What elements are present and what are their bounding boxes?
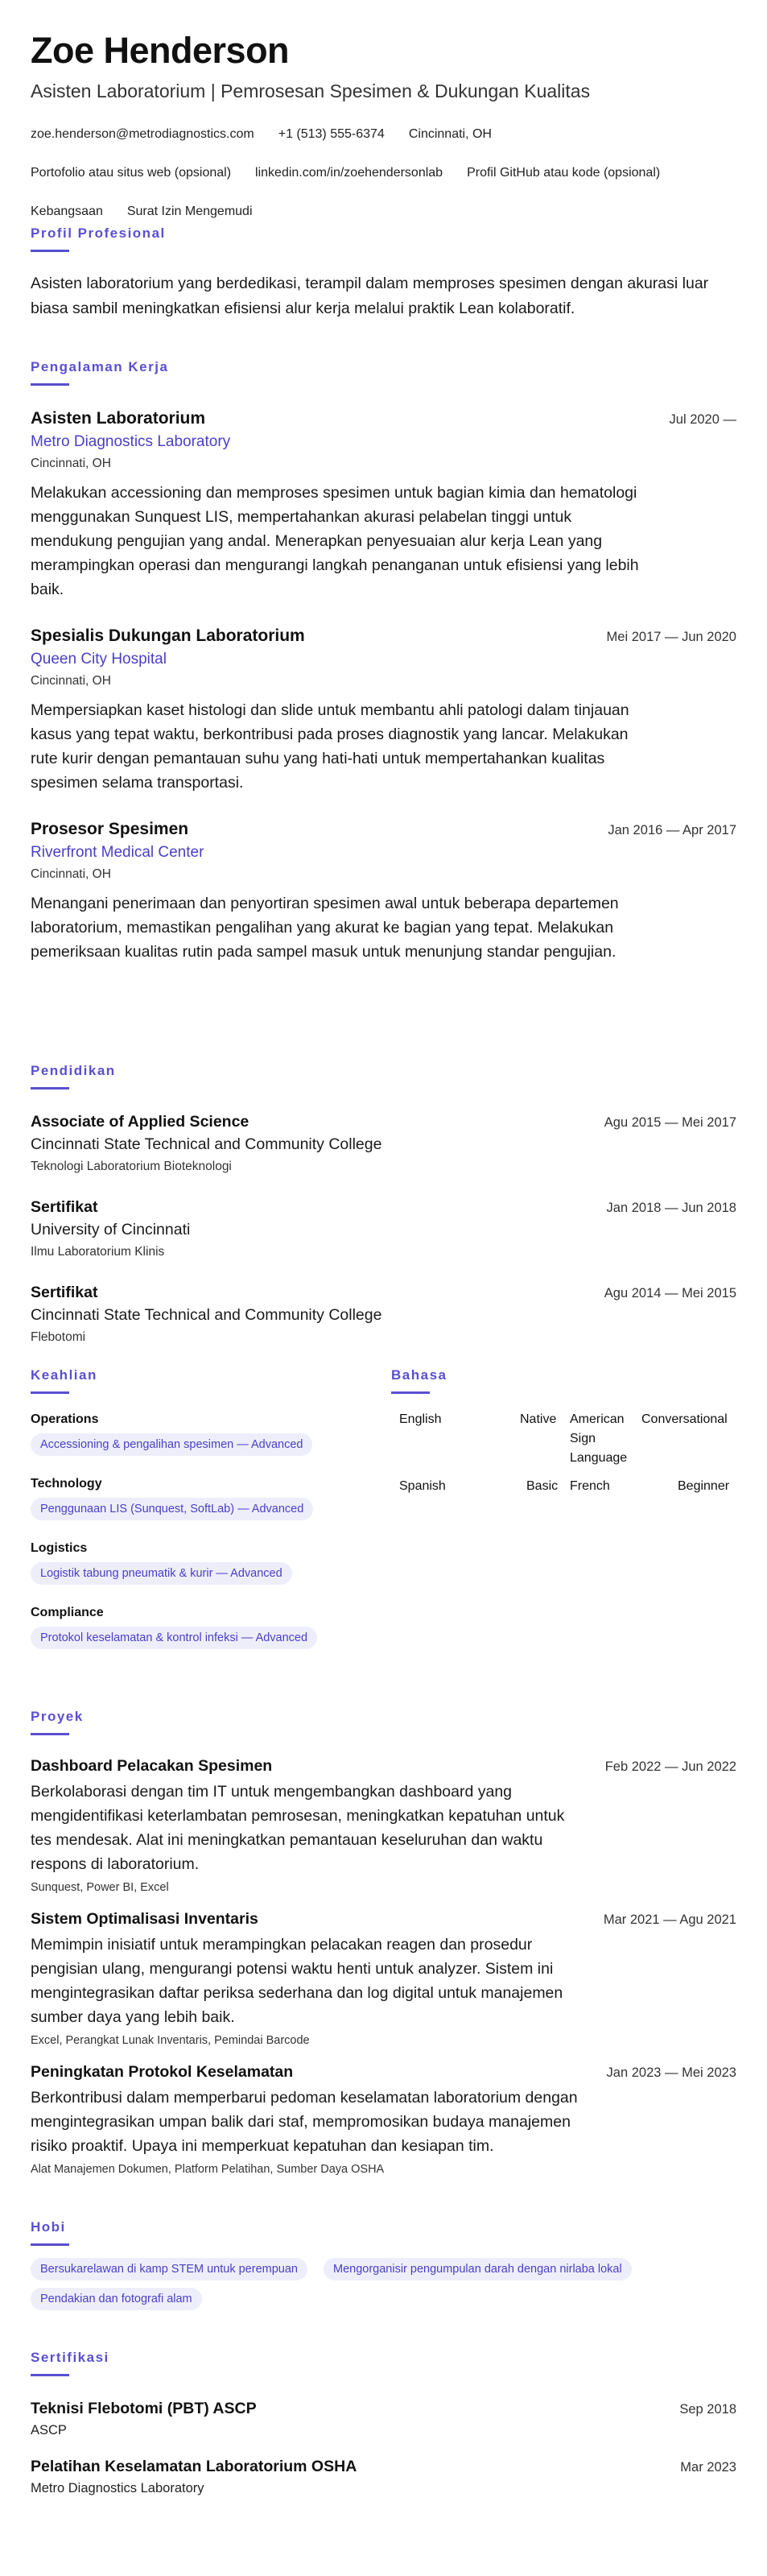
- hobby-pill: Mengorganisir pengumpulan darah dengan nirlaba lokal: [324, 2258, 632, 2280]
- skill-category: Technology: [31, 1477, 102, 1491]
- job-dates: Jul 2020 —: [669, 412, 736, 427]
- certification-name: Teknisi Flebotomi (PBT) ASCP: [31, 2400, 257, 2417]
- education-dates: Agu 2015 — Mei 2017: [604, 1115, 736, 1130]
- job-title: Spesialis Dukungan Laboratorium: [31, 626, 305, 645]
- education-item: [31, 1198, 736, 1259]
- skill-pill: Penggunaan LIS (Sunquest, SoftLab) — Advanced: [31, 1498, 313, 1520]
- job-location: Cincinnati, OH: [31, 457, 111, 470]
- section-title: Proyek: [31, 1709, 84, 1724]
- education-item: [31, 1113, 736, 1174]
- section-rule: [31, 1733, 69, 1735]
- experience-section: [31, 359, 736, 961]
- job-dates: Jan 2016 — Apr 2017: [608, 823, 736, 837]
- job-title: Asisten Laboratorium: [31, 409, 206, 428]
- hobby-pill: Pendakian dan fotografi alam: [31, 2288, 202, 2310]
- school-name: University of Cincinnati: [31, 1221, 191, 1238]
- contact-phone[interactable]: +1 (513) 555-6374: [278, 126, 385, 141]
- certification-issuer: Metro Diagnostics Laboratory: [31, 2481, 204, 2495]
- contact-github[interactable]: Profil GitHub atau kode (opsional): [467, 165, 661, 180]
- project-item: [31, 1757, 736, 1894]
- skill-group: [31, 1541, 385, 1585]
- school-name: Cincinnati State Technical and Community College: [31, 1135, 382, 1153]
- section-title: Bahasa: [391, 1367, 447, 1383]
- job-description: Menangani penerimaan dan penyortiran spesimen awal untuk beberapa departemen laboratorium, memastikan pengalihan yang akurat ke bagian yang tepat. Melakukan pemeriksaan kualitas rutin pada sampel masuk untuk menunjung standar pengujian.: [31, 895, 619, 961]
- section-rule: [31, 2374, 69, 2376]
- job-company: Riverfront Medical Center: [31, 844, 204, 861]
- language-level: Beginner: [678, 1479, 730, 1493]
- job-description: Mempersiapkan kaset histologi dan slide untuk membantu ahli patologi dalam tinjauan kasus yang tepat waktu, berkontribusi pada proses diagnostik yang lancar. Melakukan rute kurir dengan pemantauan suhu yang hati-hati untuk mempertahankan kualitas spesimen selama transportasi.: [31, 701, 629, 792]
- contact-linkedin[interactable]: linkedin.com/in/zoehendersonlab: [255, 165, 443, 180]
- education-item: [31, 1284, 736, 1345]
- project-name: Sistem Optimalisasi Inventaris: [31, 1910, 258, 1928]
- study-field: Flebotomi: [31, 1330, 86, 1344]
- section-title: Pendidikan: [31, 1063, 116, 1078]
- experience-item: [31, 820, 736, 964]
- section-title: Sertifikasi: [31, 2350, 109, 2365]
- skills-languages-section: [31, 1367, 736, 1657]
- hobby-pill: Bersukarelawan di kamp STEM untuk perempuan: [31, 2258, 307, 2280]
- language-name: American Sign Language: [570, 1412, 628, 1465]
- skill-group: [31, 1477, 385, 1520]
- section-rule: [31, 1087, 69, 1090]
- skill-category: Compliance: [31, 1606, 104, 1619]
- skill-category: Operations: [31, 1412, 99, 1426]
- language-level: Conversational: [641, 1412, 728, 1426]
- job-location: Cincinnati, OH: [31, 867, 111, 881]
- project-item: [31, 1910, 736, 2047]
- section-rule: [31, 383, 69, 386]
- skill-group: [31, 1606, 385, 1649]
- project-description: Berkolaborasi dengan tim IT untuk mengembangkan dashboard yang mengidentifikasi keterlambatan pemrosesan, meningkatkan kepatuhan untuk tes mendesak. Alat ini meningkatkan pemantauan keseluruhan dan waktu respons di laboratorium.: [31, 1783, 565, 1873]
- language-level: Native: [520, 1412, 557, 1426]
- candidate-headline: Asisten Laboratorium | Pemrosesan Spesimen & Dukungan Kualitas: [31, 80, 591, 101]
- study-field: Ilmu Laboratorium Klinis: [31, 1245, 165, 1259]
- degree-title: Sertifikat: [31, 1198, 98, 1216]
- job-description: Melakukan accessioning dan memproses spesimen untuk bagian kimia dan hematologi menggunakan Sunquest LIS, mempertahankan akurasi pelabelan tinggi untuk mendukung pengujian yang andal. Menerapkan penyesuaian alur kerja Lean yang merampingkan operasi dan mengurangi langkah penanganan untuk efisiensi yang lebih baik.: [31, 484, 639, 598]
- project-tech: Alat Manajemen Dokumen, Platform Pelatihan, Sumber Daya OSHA: [31, 2163, 385, 2176]
- contact-license: Surat Izin Mengemudi: [126, 204, 253, 218]
- section-title: Hobi: [31, 2219, 66, 2235]
- job-location: Cincinnati, OH: [31, 674, 111, 688]
- project-name: Dashboard Pelacakan Spesimen: [31, 1757, 273, 1775]
- skill-pill: Accessioning & pengalihan spesimen — Advanced: [31, 1433, 312, 1456]
- contact-info: [31, 125, 736, 221]
- job-company: Queen City Hospital: [31, 651, 167, 668]
- study-field: Teknologi Laboratorium Bioteknologi: [31, 1160, 232, 1173]
- project-description: Memimpin inisiatif untuk merampingkan pelacakan reagen dan prosedur pengisian ulang, mengurangi potensi waktu henti untuk analyzer. Sistem ini mengintegrasikan daftar periksa sederhana dan log digital untuk manajemen sumber daya yang lebih baik.: [31, 1936, 563, 2026]
- degree-title: Sertifikat: [31, 1284, 98, 1301]
- skill-pill: Logistik tabung pneumatik & kurir — Advanced: [31, 1562, 292, 1585]
- project-dates: Jan 2023 — Mei 2023: [606, 2065, 736, 2080]
- certification-name: Pelatihan Keselamatan Laboratorium OSHA: [31, 2458, 357, 2475]
- project-tech: Sunquest, Power BI, Excel: [31, 1881, 169, 1894]
- school-name: Cincinnati State Technical and Community College: [31, 1306, 382, 1324]
- languages-header: [391, 1367, 447, 1394]
- job-title: Prosesor Spesimen: [31, 820, 189, 838]
- contact-nationality: Kebangsaan: [31, 204, 103, 218]
- section-rule: [31, 250, 69, 252]
- experience-item: [31, 626, 736, 795]
- certifications-section: [31, 2350, 736, 2495]
- hobbies-section: [31, 2219, 736, 2305]
- certification-item: [31, 2458, 736, 2496]
- education-section: [31, 1063, 736, 1344]
- project-dates: Feb 2022 — Jun 2022: [604, 1759, 736, 1774]
- language-name: Spanish: [399, 1479, 446, 1493]
- resume-header: [31, 31, 736, 221]
- section-title: Profil Profesional: [31, 225, 166, 241]
- section-rule: [31, 1391, 69, 1394]
- profile-section: [31, 225, 736, 321]
- certification-date: Sep 2018: [679, 2402, 736, 2417]
- section-rule: [391, 1391, 430, 1394]
- section-title: Keahlian: [31, 1367, 97, 1383]
- education-dates: Agu 2014 — Mei 2015: [604, 1286, 736, 1300]
- certification-date: Mar 2023: [680, 2460, 736, 2475]
- certification-item: [31, 2400, 736, 2438]
- job-dates: Mei 2017 — Jun 2020: [606, 630, 736, 644]
- section-title: Pengalaman Kerja: [31, 359, 169, 374]
- project-item: [31, 2063, 736, 2176]
- language-level: Basic: [526, 1479, 559, 1493]
- language-name: English: [399, 1412, 442, 1426]
- skill-category: Logistics: [31, 1541, 88, 1555]
- job-company: Metro Diagnostics Laboratory: [31, 433, 231, 450]
- project-dates: Mar 2021 — Agu 2021: [603, 1912, 736, 1927]
- degree-title: Associate of Applied Science: [31, 1113, 249, 1131]
- project-tech: Excel, Perangkat Lunak Inventaris, Pemindai Barcode: [31, 2034, 310, 2047]
- certification-issuer: ASCP: [31, 2423, 67, 2437]
- profile-text: Asisten laboratorium yang berdedikasi, terampil dalam memproses spesimen dengan akurasi luar biasa sambil meningkatkan efisiensi alur kerja melalui praktik Lean kolaboratif.: [31, 275, 709, 317]
- language-name: French: [570, 1479, 610, 1493]
- skill-group: [31, 1412, 385, 1456]
- project-description: Berkontribusi dalam memperbarui pedoman keselamatan laboratorium dengan mengintegrasikan umpan balik dari staf, mempromosikan budaya manajemen risiko proaktif. Upaya ini memperkuat kepatuhan dan kesiapan tim.: [31, 2089, 578, 2155]
- experience-item: [31, 409, 736, 602]
- section-rule: [31, 2243, 69, 2246]
- education-dates: Jan 2018 — Jun 2018: [606, 1201, 736, 1215]
- skills-header: [31, 1367, 97, 1394]
- skill-pill: Protokol keselamatan & kontrol infeksi — Advanced: [31, 1627, 317, 1649]
- projects-section: [31, 1709, 736, 2176]
- contact-email[interactable]: zoe.henderson@metrodiagnostics.com: [31, 126, 254, 141]
- contact-location: Cincinnati, OH: [408, 126, 492, 141]
- project-name: Peningkatan Protokol Keselamatan: [31, 2063, 294, 2081]
- contact-portfolio[interactable]: Portofolio atau situs web (opsional): [31, 165, 232, 180]
- candidate-name: Zoe Henderson: [31, 30, 290, 71]
